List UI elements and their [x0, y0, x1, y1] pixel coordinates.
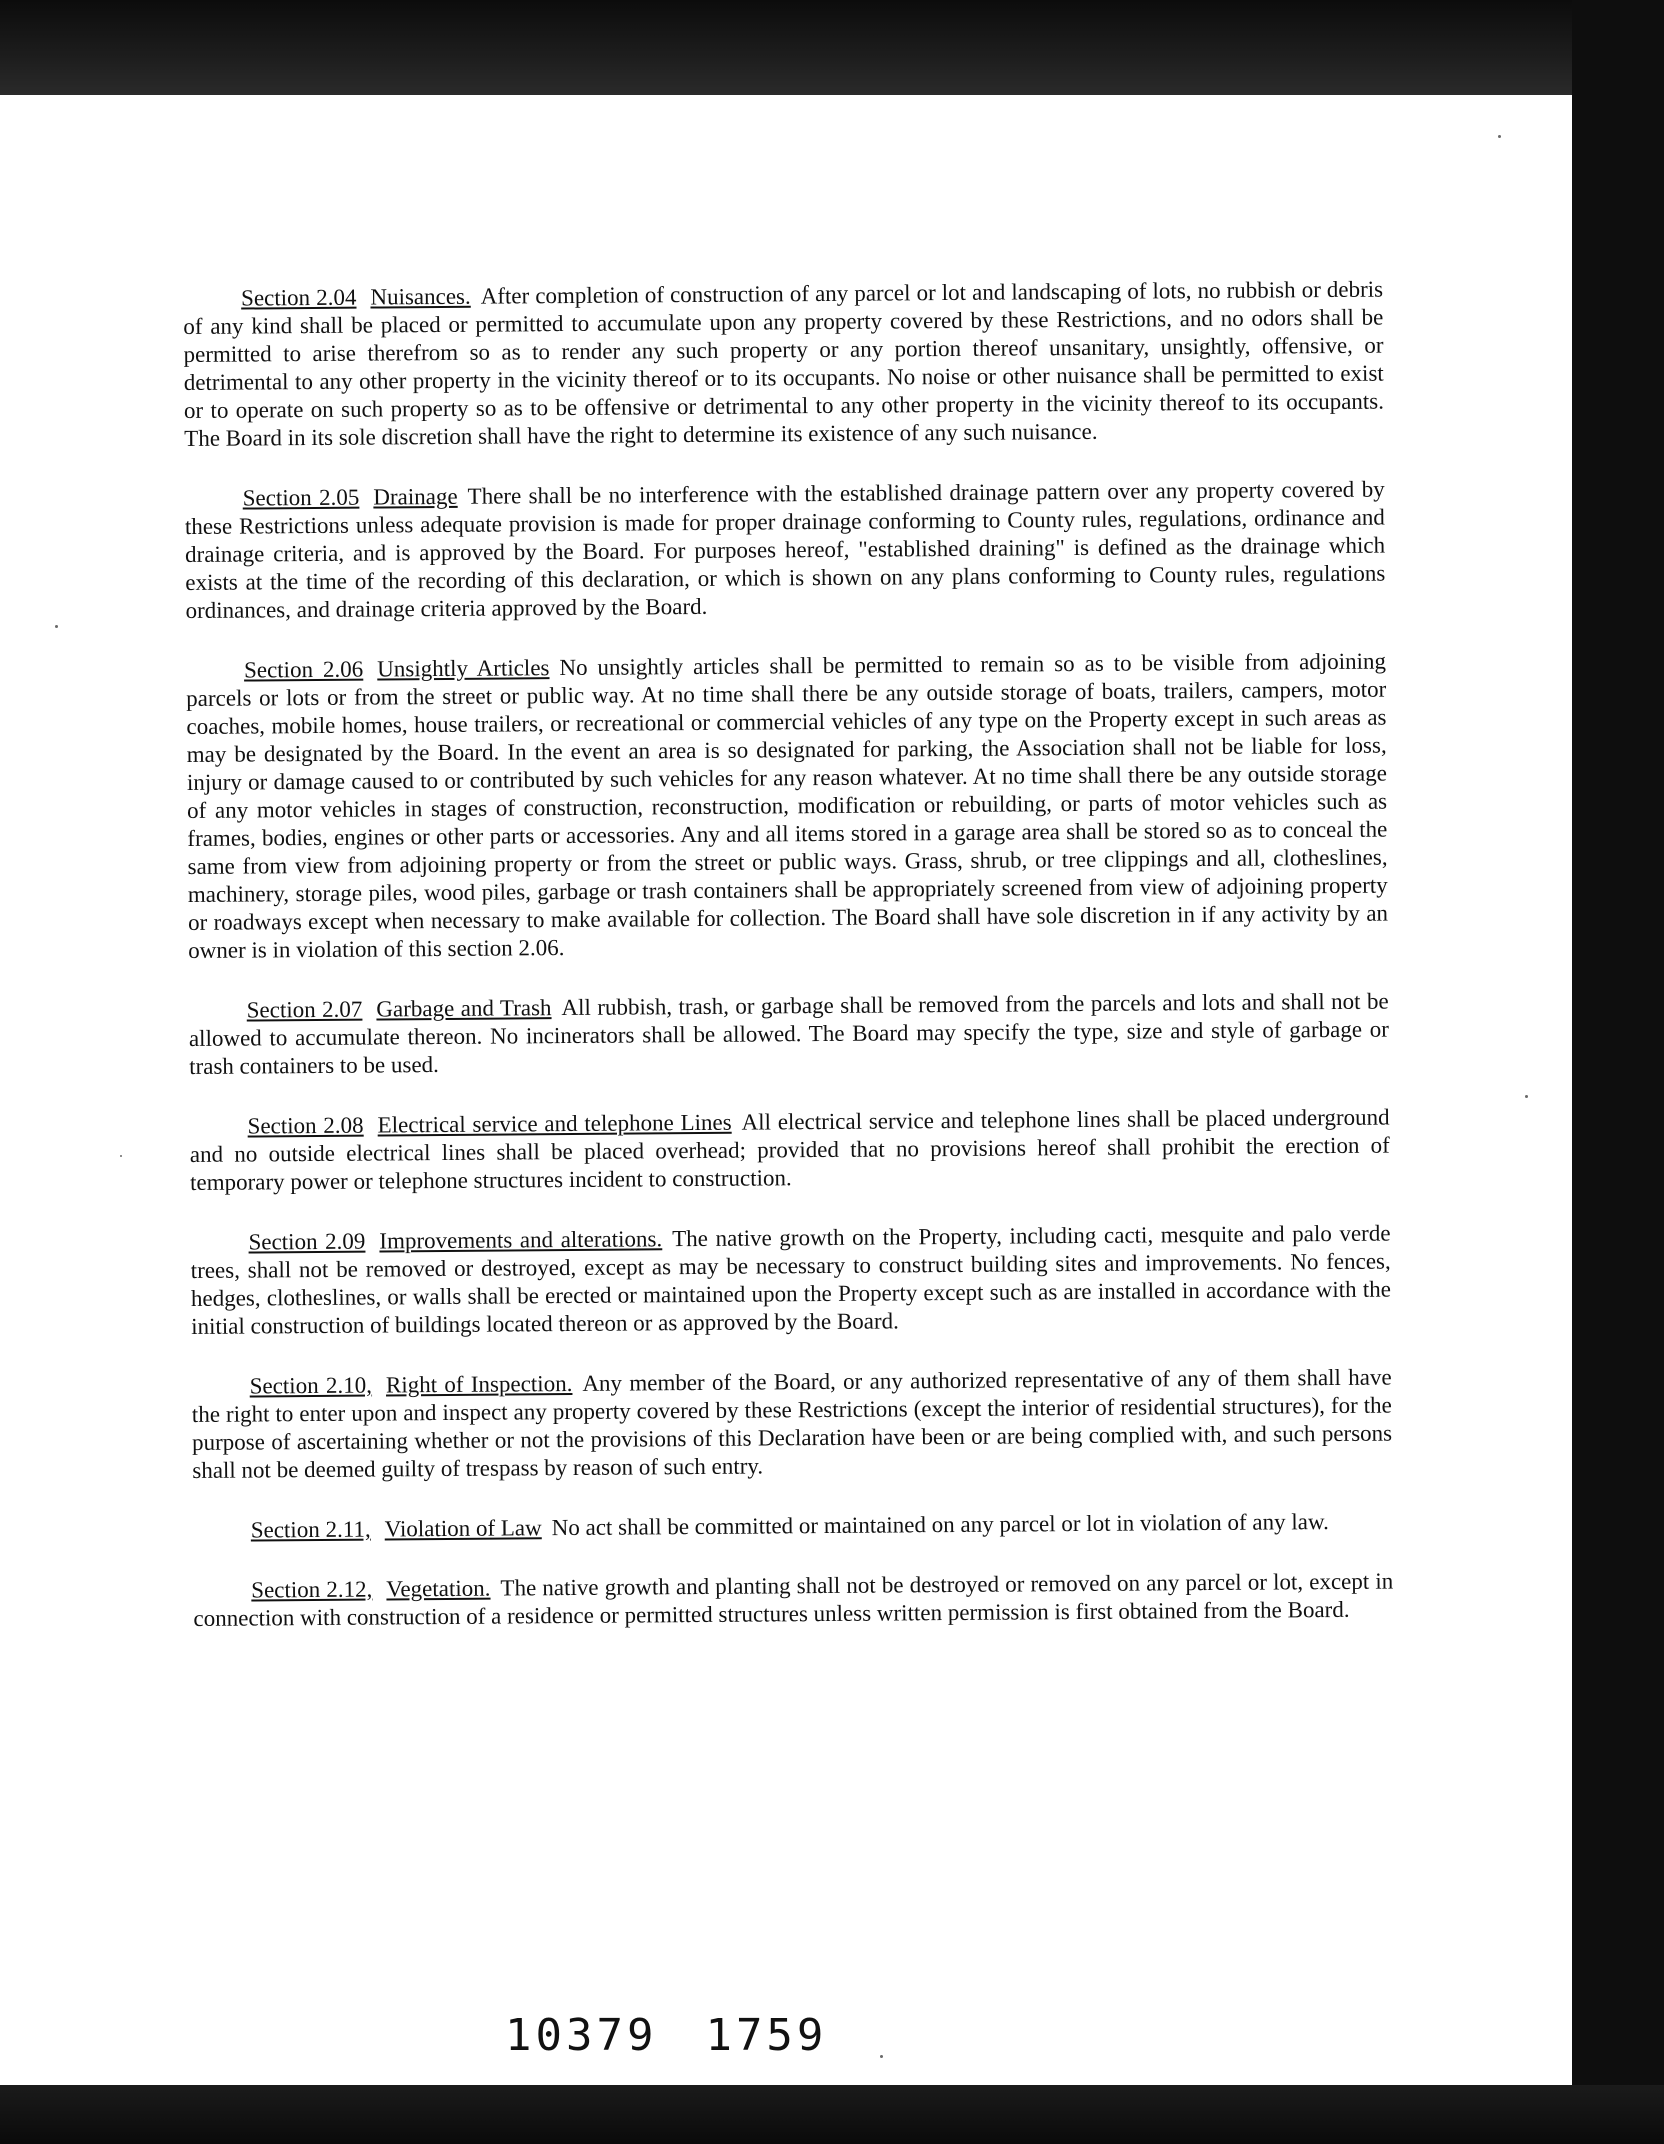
section-number: Section 2.09 — [248, 1228, 366, 1255]
section-number: Section 2.08 — [247, 1112, 364, 1139]
scan-speck — [1498, 135, 1501, 138]
section-paragraph — [192, 1364, 1393, 1485]
section-number: Section 2.11, — [250, 1516, 371, 1543]
section-2-11 — [193, 1508, 1393, 1545]
section-title: Unsightly Articles — [377, 655, 550, 682]
section-paragraph — [190, 1104, 1391, 1197]
section-2-06 — [186, 648, 1388, 965]
recording-number — [505, 2010, 875, 2061]
section-2-08 — [190, 1104, 1391, 1197]
scan-border-top — [0, 0, 1664, 95]
scan-speck — [1525, 1095, 1528, 1098]
section-paragraph — [193, 1568, 1393, 1633]
section-2-07 — [189, 988, 1390, 1081]
section-paragraph — [186, 648, 1388, 965]
section-number: Section 2.04 — [241, 284, 357, 311]
section-title: Electrical service and telephone Lines — [377, 1109, 732, 1138]
section-title: Nuisances. — [370, 283, 471, 310]
section-2-04 — [183, 276, 1384, 453]
section-title: Right of Inspection. — [385, 1370, 573, 1398]
section-2-05 — [185, 476, 1386, 625]
section-title: Drainage — [373, 483, 458, 510]
document-body — [183, 276, 1394, 1665]
section-number: Section 2.06 — [243, 656, 364, 683]
book-number: 10379 — [505, 2010, 658, 2061]
section-text: All rubbish, trash, or garbage shall be removed from the parcels and lots and shall not be allowed to accumulate thereon. No incinerators shall be allowed. The Board may specify the type, size and style of garbage or trash containers to be used. — [188, 988, 1389, 1079]
scan-border-right — [1572, 0, 1664, 2144]
scan-speck — [55, 625, 58, 628]
document-page — [0, 95, 1572, 2085]
section-title: Vegetation. — [386, 1575, 491, 1602]
section-text: No unsightly articles shall be permitted to remain so as to be visible from adjoining parcels or lots or from the street or public way. At no time shall there be any outside storage of boats, trailers, campers, motor coaches, mobile homes, house trailers, or recreational or commercial vehicles of any type on the Property except in such areas as may be designated by the Board. In the event an area is so designated for parking, the Association shall not be liable for loss, injury or damage caused to or contributed by such vehicles for any reason whatever. At no time shall there be any outside storage of any motor vehicles in stages of construction, reconstruction, modification or rebuilding, or parts of motor vehicles such as frames, bodies, engines or other parts or accessories. Any and all items stored in a garage area shall be stored so as to conceal the same from view from adjoining property or from the street or public ways. Grass, shrub, or tree clippings and all, clotheslines, machinery, storage piles, wood piles, garbage or trash containers shall be appropriately screened from view of adjoining property or roadways except when necessary to make available for collection. The Board shall have sole discretion in if any activity by an owner is in violation of this section 2.06. — [186, 648, 1389, 963]
section-number: Section 2.10, — [249, 1372, 373, 1399]
section-number: Section 2.05 — [242, 484, 360, 511]
scan-border-bottom — [0, 2085, 1664, 2144]
section-text: There shall be no interference with the established drainage pattern over any property covered by these Restrictions unless adequate provision is made for proper drainage conforming to County rules, regulations, ordinance and drainage criteria, and is approved by the Board. For purposes hereof, "established draining" is defined as the drainage which exists at the time of the recording of this declaration, or which is shown on any plans conforming to County rules, regulations ordinances, and drainage criteria approved by the Board. — [184, 476, 1386, 623]
section-number: Section 2.07 — [246, 996, 363, 1023]
section-paragraph — [193, 1508, 1393, 1545]
section-title: Violation of Law — [384, 1515, 542, 1542]
section-number: Section 2.12, — [251, 1576, 373, 1603]
section-text: The native growth on the Property, including cacti, mesquite and palo verde trees, shall not be removed or destroyed, except as may be necessary to construct building sites and improvements. No fences, hedges, clotheslines, or walls shall be erected or maintained upon the Property except such as are installed in accordance with the initial construction of buildings located thereon or as approved by the Board. — [190, 1220, 1392, 1339]
section-title: Garbage and Trash — [376, 995, 552, 1022]
section-text: Any member of the Board, or any authorized representative of any of them shall have the right to enter upon and inspect any property covered by these Restrictions (except the interior of residential structures), for the purpose of ascertaining whether or not the provisions of this Declaration have been or are being complied with, and such persons shall not be deemed guilty of trespass by reason of such entry. — [191, 1364, 1393, 1483]
section-2-09 — [190, 1220, 1391, 1341]
section-paragraph — [190, 1220, 1391, 1341]
section-text: All electrical service and telephone lines shall be placed underground and no outside electrical lines shall be placed overhead; provided that no provisions hereof shall prohibit the erection of temporary power or telephone structures incident to construction. — [189, 1104, 1390, 1195]
section-2-10 — [192, 1364, 1393, 1485]
section-text: The native growth and planting shall not be destroyed or removed on any parcel or lot, except in connection with construction of a residence or permitted structures unless written permission is first obtained from the Board. — [193, 1568, 1394, 1631]
section-paragraph — [185, 476, 1386, 625]
scan-speck — [880, 2055, 883, 2058]
section-text: After completion of construction of any parcel or lot and landscaping of lots, no rubbish or debris of any kind shall be placed or permitted to accumulate upon any property covered by these Restrictions, and no odors shall be permitted to arise therefrom so as to render any such property or any portion thereof unsanitary, unsightly, offensive, or detrimental to any other property in the vicinity thereof or to its occupants. No noise or other nuisance shall be permitted to exist or to operate on such property so as to be offensive or detrimental to any other property in the vicinity thereof to its occupants. The Board in its sole discretion shall have the right to determine its existence of any such nuisance. — [183, 276, 1385, 451]
section-title: Improvements and alterations. — [379, 1226, 663, 1254]
section-paragraph — [189, 988, 1390, 1081]
section-paragraph — [183, 276, 1384, 453]
section-2-12 — [193, 1568, 1393, 1633]
page-number: 1759 — [705, 2010, 828, 2061]
section-text: No act shall be committed or maintained on any parcel or lot in violation of any law. — [551, 1509, 1329, 1541]
scan-speck — [120, 1155, 122, 1157]
